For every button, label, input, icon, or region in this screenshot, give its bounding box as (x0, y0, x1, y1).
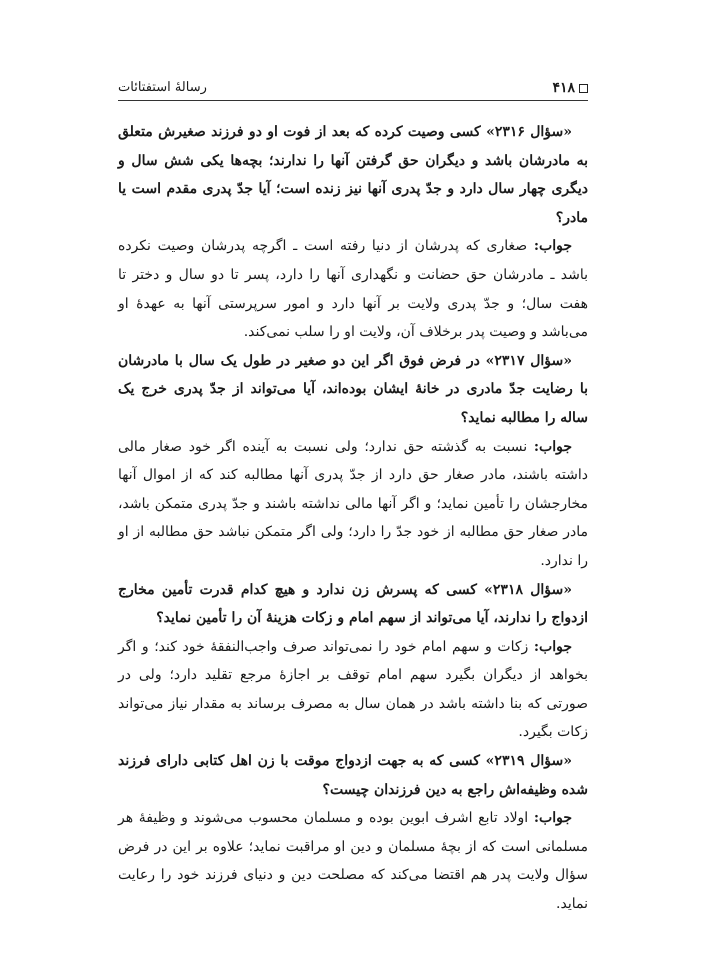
running-header (118, 74, 588, 96)
answer-2319 (118, 804, 588, 918)
answer-2317 (118, 433, 588, 576)
page-number: ۴۱۸ (552, 80, 575, 96)
question-2319 (118, 747, 588, 804)
answer-label: جواب: (533, 638, 572, 655)
answer-label: جواب: (533, 238, 572, 255)
running-title: رسالۀ استفتائات (118, 80, 207, 95)
question-text: کسی که به جهت ازدواج موقت با زن اهل کتابی دارای فرزند شده وظیفه‌اش راجع به دین فرزندان چیست؟ (118, 753, 588, 798)
question-2317 (118, 347, 588, 433)
answer-label: جواب: (533, 438, 573, 455)
question-label: «سؤال ۲۳۱۸» (484, 581, 573, 598)
question-label: «سؤال ۲۳۱۶» (486, 124, 573, 140)
answer-text: اولاد تابع اشرف ابوین بوده و مسلمان محسوب می‌شوند و وظیفۀ هر مسلمانی است که از بچۀ مسلمان و دین او مراقبت نماید؛ علاوه بر این در فرض سؤال ولایت پدر هم اقتضا می‌کند که مصلحت دین و دنیای فرزند خود را رعایت نماید. (118, 810, 588, 913)
question-text: کسی که پسرش زن ندارد و هیچ کدام قدرت تأمین مخارج ازدواج را ندارند، آیا می‌تواند از سهم امام و زکات هزینۀ آن را تأمین نماید؟ (118, 581, 588, 627)
question-label: «سؤال ۲۳۱۷» (485, 352, 573, 369)
question-text: کسی وصیت کرده که بعد از فوت او دو فرزند صغیرش متعلق به مادرشان باشد و دیگران حق گرفتن آنها را ندارند؛ بچه‌ها یکی شش سال و دیگری چهار سال دارد و جدّ پدری آنها نیز زنده است؛ آیا جدّ پدری مقدم است یا مادر؟ (118, 124, 588, 226)
answer-label: جواب: (533, 810, 572, 827)
answer-2316 (118, 232, 588, 346)
square-bullet-icon (579, 84, 588, 93)
answer-2318 (118, 633, 588, 747)
body-text (118, 118, 588, 919)
answer-text: زکات و سهم امام خود را نمی‌تواند صرف واجب‌النفقۀ خود کند؛ و اگر بخواهد از دیگران بگیرد سهم امام توقف بر اجازۀ مرجع تقلید دارد؛ ولی در صورتی که بنا داشته باشد در همان سال به مصرف برساند به مقدار نیاز می‌تواند زکات بگیرد. (118, 638, 588, 741)
question-label: «سؤال ۲۳۱۹» (485, 753, 572, 770)
header-divider (118, 100, 588, 101)
page-number-area (552, 80, 588, 96)
question-text: در فرض فوق اگر این دو صغیر در طول یک سال با مادرشان با رضایت جدّ مادری در خانۀ ایشان بوده‌اند، آیا می‌تواند از جدّ پدری خرج یک ساله را مطالبه نماید؟ (118, 352, 588, 426)
question-2318 (118, 576, 588, 633)
question-2316 (118, 118, 588, 232)
answer-text: نسبت به گذشته حق ندارد؛ ولی نسبت به آینده اگر خود صغار مالی داشته باشند، مادر صغار حق دارد از جدّ پدری آنها مطالبه کند که از اموال آنها مخارجشان را تأمین نماید؛ و اگر آنها مالی نداشته باشند و جدّ پدری متمکن باشد، مادر صغار حق مطالبه از خود جدّ را دارد؛ ولی اگر متمکن نباشد حق مطالبه از او را ندارد. (118, 438, 588, 569)
answer-text: صغاری که پدرشان از دنیا رفته است ـ اگرچه پدرشان وصیت نکرده باشد ـ مادرشان حق حضانت و نگهداری آنها را دارد، پسر تا دو سال و دختر تا هفت سال؛ و جدّ پدری ولایت بر آنها دارد و امور سرپرستی آنها به عهدۀ او می‌باشد و وصیت پدر برخلاف آن، ولایت او را سلب نمی‌کند. (118, 238, 588, 341)
